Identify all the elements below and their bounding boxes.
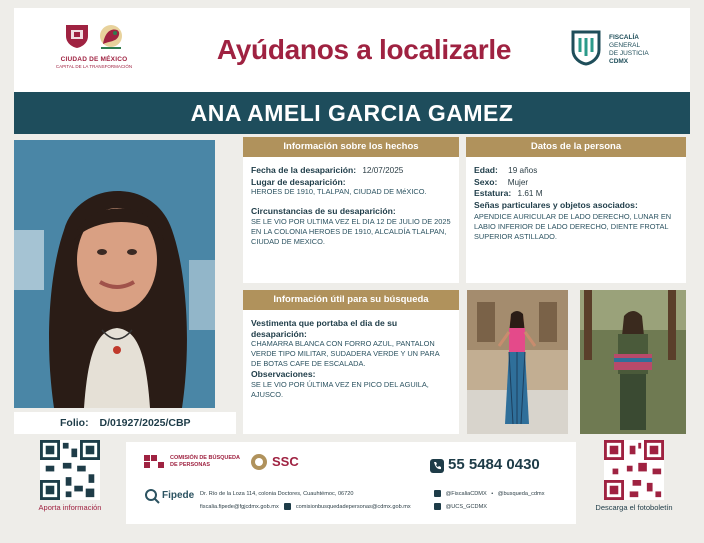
fipede-icon (144, 488, 160, 504)
footer-contact (126, 442, 576, 524)
fiscalia-line: DE JUSTICIA (609, 50, 649, 57)
vestimenta-label: Vestimenta que portaba el dia de su desaparición: (251, 318, 398, 339)
lugar-value: HEROES DE 1910, TLALPAN, CIUDAD DE MéXICO. (251, 187, 427, 196)
social-ucs[interactable]: @UCS_GCDMX (445, 504, 487, 510)
util-panel (243, 290, 459, 434)
sexo-value: Mujer (507, 177, 529, 187)
comision-line: COMISIÓN DE BÚSQUEDA (170, 455, 240, 461)
mail-icon (284, 503, 291, 510)
hechos-panel (243, 137, 459, 283)
social-block: @FiscaliaCDMX • @busqueda_cdmx @UCS_GCDMX (434, 488, 545, 514)
fecha-value: 12/07/2025 (362, 166, 404, 175)
poster-header (14, 8, 690, 92)
lugar-label: Lugar de desaparición: (251, 176, 346, 187)
circunstancias-label: Circunstancias de su desaparición: (251, 206, 396, 216)
folio-value: D/01927/2025/CBP (99, 417, 191, 429)
vestimenta-value: CHAMARRA BLANCA CON FORRO AZUL, PANTALON VERDE TIPO MILITAR, SUDADERA VERDE Y UN PARA DE BOTAS CAFE DE ESCALADA. (251, 339, 440, 368)
x-icon (434, 503, 441, 510)
fecha-label: Fecha de la desaparición: (251, 165, 357, 175)
fiscalia-emblem-icon (569, 28, 603, 66)
social-fiscalia[interactable]: @FiscaliaCDMX (445, 491, 487, 497)
full-body-photo-icon (467, 290, 568, 434)
observaciones-label: Observaciones: (251, 369, 316, 379)
phone-number[interactable] (430, 456, 540, 473)
circunstancias-value: SE LE VIO POR ULTIMA VEZ EL DIA 12 DE JULIO DE 2025 EN LA COLONIA HEROES DE 1910, ALCALDÍA TLALPAN, CIUDAD DE MEXICO. (251, 216, 451, 246)
phone-icon (430, 459, 444, 473)
social-busqueda[interactable]: @busqueda_cdmx (497, 491, 545, 497)
ssc-badge-icon (250, 453, 268, 471)
address: Dr. Río de la Loza 114, colonia Doctores, Cuauhtémoc, 06720 (200, 491, 354, 497)
address-block (200, 488, 411, 514)
qr-code-icon (40, 440, 100, 500)
x-icon (434, 490, 441, 497)
fipede-logo (144, 490, 194, 501)
senas-label: Señas particulares y objetos asociados: (474, 199, 638, 210)
gov-name: CIUDAD DE MÉXICO (60, 56, 128, 63)
phone-value: 55 5484 0430 (448, 456, 540, 473)
ssc-label: SSC (272, 454, 299, 469)
headline: Ayúdanos a localizarle (216, 34, 512, 65)
qr-fotoboletin[interactable] (586, 440, 682, 512)
qr-code-icon (604, 440, 664, 500)
ssc-logo (250, 453, 299, 471)
fiscalia-line: CDMX (609, 58, 629, 65)
sexo-label: Sexo: (474, 176, 498, 187)
cdmx-shield-icon (63, 22, 91, 50)
comision-icon (144, 455, 164, 469)
edad-label: Edad: (474, 165, 498, 175)
person-name: ANA AMELI GARCIA GAMEZ (14, 92, 690, 134)
folio-label: Folio: (60, 417, 89, 429)
datos-panel (466, 137, 686, 283)
qr-fotoboletin-caption: Descarga el fotoboletín (595, 503, 673, 512)
datos-title: Datos de la persona (466, 137, 686, 157)
fipede-label: Fipede (162, 490, 195, 501)
gov-slogan: CAPITAL DE LA TRANSFORMACIÓN (55, 64, 133, 69)
fiscalia-logo (569, 28, 679, 78)
fiscalia-line: FISCALÍA (609, 34, 639, 41)
comision-line: DE PERSONAS (170, 461, 211, 468)
qr-aporta[interactable] (26, 440, 114, 512)
person-photo-full-body (467, 290, 568, 434)
cdmx-logo (52, 22, 136, 86)
senas-value: APENDICE AURICULAR DE LADO DERECHO, LUNAR EN LABIO INFERIOR DE LADO DERECHO, DIENTE FROTAL SUPERIOR ASTILLADO. (474, 212, 672, 241)
cdmx-eagle-icon (97, 22, 125, 52)
edad-value: 19 años (508, 166, 538, 175)
estatura-value: 1.61 M (517, 189, 543, 198)
email-fipede[interactable]: fiscalia.fipede@fgjcdmx.gob.mx (200, 504, 279, 510)
person-photo-outdoor (580, 290, 686, 434)
person-photo (14, 140, 215, 408)
estatura-label: Estatura: (474, 188, 512, 198)
hechos-title: Información sobre los hechos (243, 137, 459, 157)
fiscalia-line: GENERAL (609, 42, 641, 49)
folio (14, 412, 236, 434)
comision-logo (144, 455, 240, 468)
util-title: Información útil para su búsqueda (243, 290, 459, 310)
email-comision[interactable]: comisionbusquedadepersonas@cdmx.gob.mx (295, 504, 411, 510)
observaciones-value: SE LE VIO POR ÚLTIMA VEZ EN PICO DEL AGUILA, AJUSCO. (251, 379, 429, 399)
person-portrait-icon (14, 140, 215, 408)
qr-aporta-caption: Aporta información (38, 503, 102, 512)
outdoor-photo-icon (580, 290, 686, 434)
